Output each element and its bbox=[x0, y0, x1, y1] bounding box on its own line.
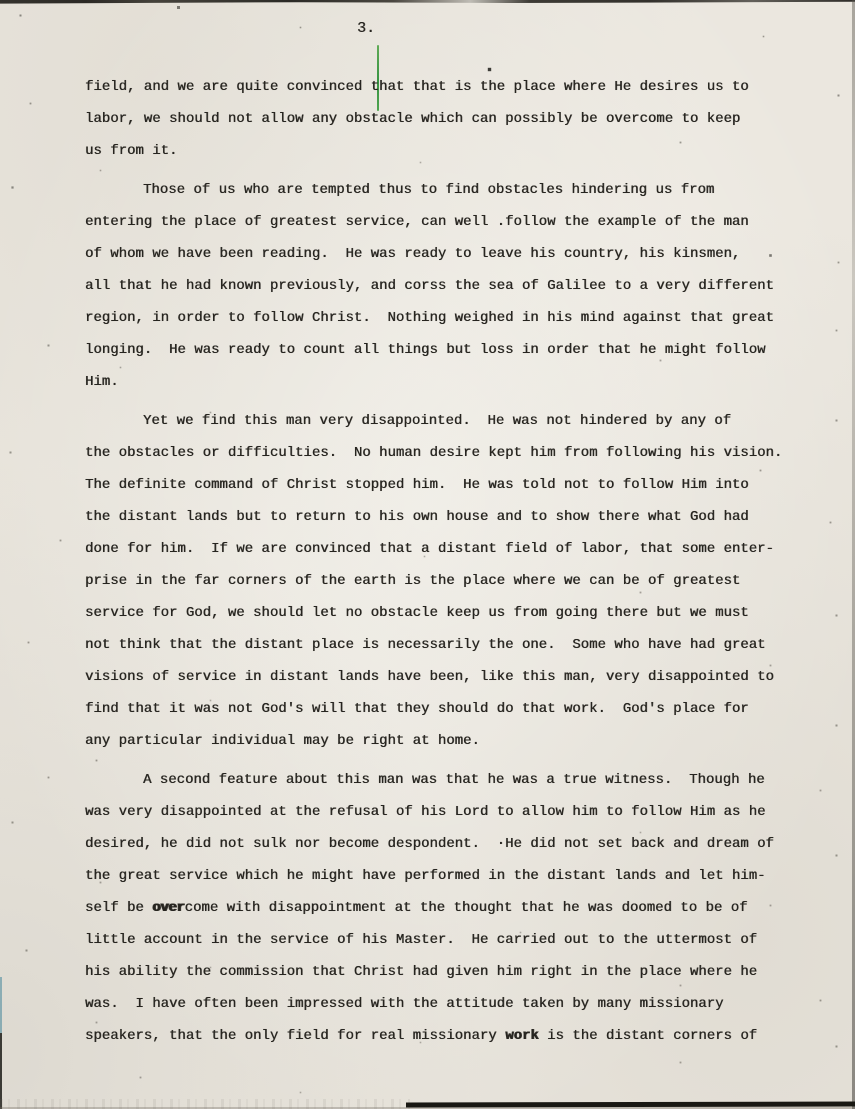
paragraph bbox=[85, 764, 797, 1052]
text-line: Those of us who are tempted thus to find obstacles hindering us from bbox=[143, 182, 715, 198]
scan-edge-top bbox=[0, 0, 855, 4]
text-line: longing. He was ready to count all things but loss in order that he might follow bbox=[85, 342, 766, 358]
text-line: region, in order to follow Christ. Nothing weighed in his mind against that great bbox=[85, 310, 774, 326]
text-line: the distant lands but to return to his own house and to show there what God had bbox=[85, 509, 749, 525]
page-number: 3. bbox=[357, 20, 376, 37]
scan-edge-bottom bbox=[406, 1102, 855, 1108]
text-line: the great service which he might have performed in the distant lands and let him- bbox=[85, 868, 766, 884]
text-line: visions of service in distant lands have been, like this man, very disappointed to bbox=[85, 669, 774, 685]
paragraph bbox=[85, 405, 797, 757]
page-body bbox=[85, 71, 797, 1052]
text-line: of whom we have been reading. He was ready to leave his country, his kinsmen, bbox=[85, 246, 741, 262]
text-line: field, and we are quite convinced that that is the place where He desires us to bbox=[85, 79, 749, 95]
overtyped-bold-word: work bbox=[505, 1028, 539, 1044]
text-line: A second feature about this man was that he was a true witness. Though he bbox=[143, 772, 765, 788]
text-line: us from it. bbox=[85, 143, 178, 159]
paragraph bbox=[85, 174, 797, 398]
scan-edge-left-cyan bbox=[0, 977, 2, 1033]
text-line: The definite command of Christ stopped him. He was told not to follow Him into bbox=[85, 477, 749, 493]
text-line: his ability the commission that Christ had given him right in the place where he bbox=[85, 964, 758, 980]
text-line: Him. bbox=[85, 374, 119, 390]
text-line: speakers, that the only field for real missionary work is the distant corners of bbox=[85, 1028, 758, 1044]
overstruck-word: over bbox=[152, 900, 185, 916]
text-line: little account in the service of his Master. He carried out to the uttermost of bbox=[85, 932, 758, 948]
text-line: desired, he did not sulk nor become despondent. ·He did not set back and dream of bbox=[85, 836, 774, 852]
text-line: all that he had known previously, and corss the sea of Galilee to a very different bbox=[85, 278, 774, 294]
text-line: labor, we should not allow any obstacle which can possibly be overcome to keep bbox=[85, 111, 741, 127]
paragraph bbox=[85, 71, 797, 167]
text-line: find that it was not God's will that they should do that work. God's place for bbox=[85, 701, 749, 717]
text-line: prise in the far corners of the earth is the place where we can be of greatest bbox=[85, 573, 741, 589]
text-line: done for him. If we are convinced that a distant field of labor, that some enter- bbox=[85, 541, 774, 557]
paper-specks bbox=[0, 0, 1, 1]
scan-edge-left bbox=[0, 1033, 2, 1109]
text-line: Yet we find this man very disappointed. He was not hindered by any of bbox=[143, 413, 732, 429]
text-line: was very disappointed at the refusal of his Lord to allow him to follow Him as he bbox=[85, 804, 766, 820]
text-line: self be overcome with disappointment at the thought that he was doomed to be of bbox=[85, 900, 748, 916]
text-line: the obstacles or difficulties. No human desire kept him from following his vision. bbox=[85, 445, 783, 461]
text-line: entering the place of greatest service, can well .follow the example of the man bbox=[85, 214, 749, 230]
text-line: service for God, we should let no obstacle keep us from going there but we must bbox=[85, 605, 749, 621]
text-line: any particular individual may be right at home. bbox=[85, 733, 480, 749]
text-line: not think that the distant place is necessarily the one. Some who have had great bbox=[85, 637, 766, 653]
text-line: was. I have often been impressed with the attitude taken by many missionary bbox=[85, 996, 724, 1012]
